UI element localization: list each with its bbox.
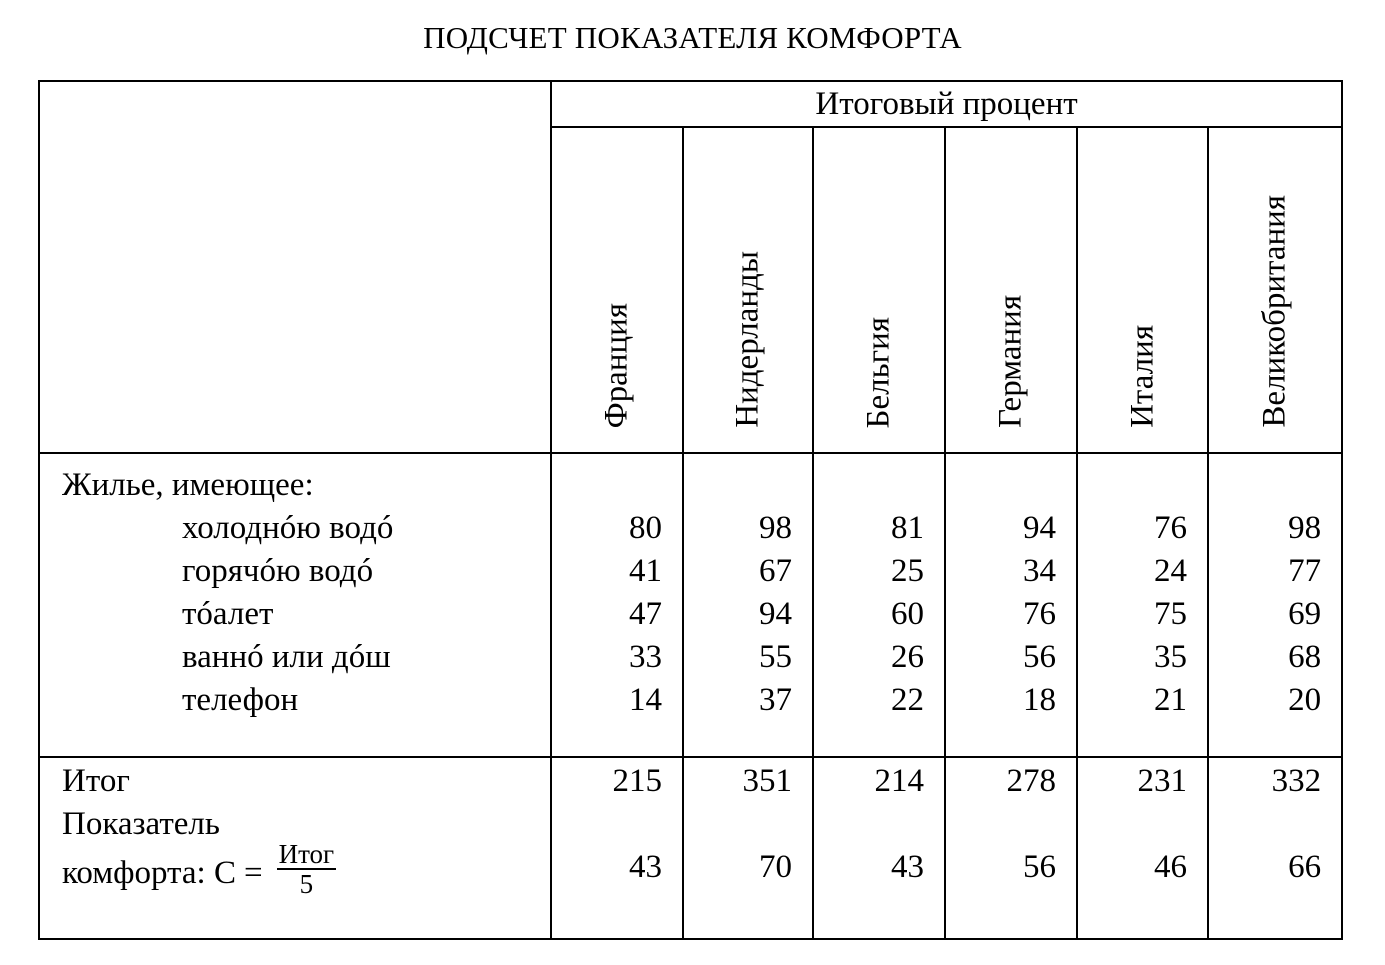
housing-labels-cell [39,453,551,757]
value: 81 [891,510,924,546]
totals-labels-cell [39,757,551,939]
country-header [551,127,683,453]
index-value: 46 [1154,849,1187,885]
value: 34 [1023,553,1056,589]
value: 77 [1288,553,1322,589]
value: 75 [1154,596,1187,632]
header-blank-cell [39,81,551,453]
totals-values-cell [813,757,945,939]
totals-values-cell [683,757,813,939]
value: 60 [891,596,924,632]
total-value: 231 [1137,763,1187,799]
country-label: Бельгия [860,316,897,428]
country-label: Германия [992,294,1029,428]
value: 47 [629,596,662,632]
country-header [1208,127,1342,453]
index-value: 43 [891,849,924,885]
fraction-denominator: 5 [299,869,314,900]
value: 21 [1154,682,1187,718]
value: 80 [629,510,662,546]
value: 98 [1288,510,1322,546]
value: 76 [1154,510,1187,546]
country-values-cell [1077,453,1208,757]
country-header [945,127,1077,453]
country-label: Франция [598,302,635,428]
equals-sign: = [243,854,263,891]
country-header [683,127,813,453]
housing-item: телефон [182,682,299,718]
value: 68 [1288,639,1322,675]
housing-item: холоднóю водó [182,510,394,546]
page-title: ПОДСЧЕТ ПОКАЗАТЕЛЯ КОМФОРТА [423,20,962,55]
country-values-cell [1208,453,1342,757]
value: 35 [1154,639,1187,675]
index-value: 43 [629,849,662,885]
index-value: 70 [759,849,792,885]
value: 33 [629,639,662,675]
value: 69 [1288,596,1322,632]
value: 55 [759,639,792,675]
formula-fraction [277,840,337,899]
value: 67 [759,553,792,589]
value: 56 [1023,639,1056,675]
housing-item: горячóю водó [182,553,374,589]
country-values-cell [551,453,683,757]
country-label: Италия [1124,325,1160,428]
value: 18 [1023,682,1056,718]
country-values-cell [813,453,945,757]
value: 24 [1154,553,1187,589]
country-values-cell [683,453,813,757]
totals-values-cell [945,757,1077,939]
value: 41 [629,553,662,589]
value: 94 [759,596,792,632]
total-value: 214 [874,763,924,799]
value: 26 [891,639,924,675]
totals-values-cell [1077,757,1208,939]
value: 37 [759,682,792,718]
total-value: 332 [1271,763,1322,799]
fraction-numerator: Итог [278,839,335,869]
index-value: 66 [1288,849,1322,885]
housing-item: ваннó или дóш [182,639,391,675]
value: 20 [1288,682,1322,718]
value: 25 [891,553,924,589]
country-header [1077,127,1208,453]
index-label-line2: комфорта: C [62,854,236,891]
value: 94 [1023,510,1056,546]
index-formula [62,839,550,905]
totals-values-cell [551,757,683,939]
total-value: 351 [742,763,792,799]
country-label: Великобритания [1256,195,1293,428]
total-label: Итог [62,763,130,799]
total-value: 215 [612,763,662,799]
total-value: 278 [1006,763,1056,799]
totals-values-cell [1208,757,1342,939]
country-values-cell [945,453,1077,757]
index-label-line1: Показатель [62,806,220,842]
country-header [813,127,945,453]
value: 14 [629,682,662,718]
value: 76 [1023,596,1056,632]
housing-item: тóалет [182,596,274,632]
value: 22 [891,682,924,718]
comfort-table [38,80,1343,940]
index-value: 56 [1023,849,1056,885]
country-label: Нидерланды [729,251,766,428]
group-header: Итоговый процент [551,81,1342,127]
value: 98 [759,510,792,546]
housing-heading: Жилье, имеющее: [62,467,314,503]
